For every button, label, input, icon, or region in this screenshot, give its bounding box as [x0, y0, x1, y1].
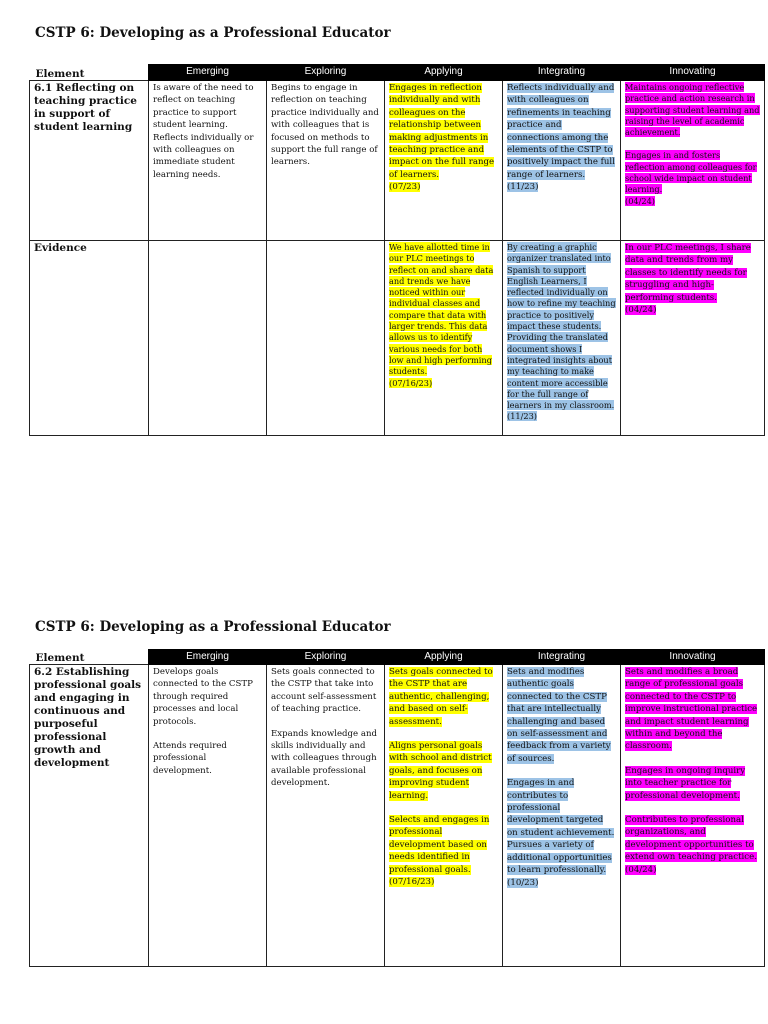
level-emerging-header: Emerging	[149, 65, 267, 81]
integrating-descriptor	[503, 81, 621, 241]
descriptor-text: Develops goals connected to the CSTP through required processes and local protocols.	[153, 667, 253, 727]
applying-descriptor	[385, 665, 503, 967]
level-applying-header: Applying	[385, 65, 503, 81]
exploring-descriptor	[267, 81, 385, 241]
evidence-label: Evidence	[30, 241, 149, 436]
table-row	[30, 81, 765, 241]
descriptor-text: Engages in and fosters reflection among colleagues for school wide impact on student learning. (04/24)	[625, 150, 757, 206]
integrating-evidence	[503, 241, 621, 436]
innovating-descriptor	[621, 665, 765, 967]
section1-title: CSTP 6: Developing as a Professional Educator	[35, 25, 391, 41]
emerging-descriptor	[149, 665, 267, 967]
level-innovating-header: Innovating	[621, 650, 765, 665]
descriptor-text: Aligns personal goals with school and district goals, and focuses on improving student learning.	[389, 741, 492, 801]
level-applying-header: Applying	[385, 650, 503, 665]
level-integrating-header: Integrating	[503, 650, 621, 665]
descriptor-text: Expands knowledge and skills individually and with colleagues through available professional development.	[271, 728, 378, 789]
emerging-descriptor	[149, 81, 267, 241]
level-integrating-header: Integrating	[503, 65, 621, 81]
level-exploring-header: Exploring	[267, 65, 385, 81]
exploring-evidence	[267, 241, 385, 436]
level-emerging-header: Emerging	[149, 650, 267, 665]
level-innovating-header: Innovating	[621, 65, 765, 81]
table-row	[30, 665, 765, 967]
level-exploring-header: Exploring	[267, 650, 385, 665]
descriptor-text: Begins to engage in reflection on teaching practice individually and with colleagues that is focused on methods to support the full range of learners.	[271, 83, 379, 168]
descriptor-text: Sets goals connected to the CSTP that are authentic, challenging, and based on self-assessment.	[389, 667, 493, 727]
applying-descriptor	[385, 81, 503, 241]
innovating-evidence	[621, 241, 765, 436]
descriptor-text: Reflects individually and with colleagues on refinements in teaching practice and connections among the elements of the CSTP to positively impact the full range of learners. (11/23)	[507, 83, 615, 193]
evidence-text: We have allotted time in our PLC meetings to reflect on and share data and trends we have noticed within our individual classes and compare that data with larger trends. This data allows us to identify various needs for both low and high performing students. (07/16/23)	[389, 242, 494, 388]
descriptor-text: Engages in reflection individually and with colleagues on the relationship between making adjustments in teaching practice and impact on the full range of learners. (07/23)	[389, 83, 495, 193]
section1-header-row	[30, 65, 765, 81]
descriptor-text: Engages in ongoing inquiry into teacher practice for professional development.	[625, 765, 746, 801]
descriptor-text: Sets and modifies authentic goals connected to the CSTP that are intellectually challenging and based on self-assessment and feedback from a variety of sources.	[507, 667, 611, 764]
section2-rubric-table	[29, 649, 765, 967]
descriptor-text: Sets goals connected to the CSTP that take into account self-assessment of teaching practice.	[271, 667, 377, 715]
evidence-text: In our PLC meetings, I share data and trends from my classes to identify needs for struggling and high-performing students. (04/24)	[625, 243, 751, 316]
descriptor-text: Maintains ongoing reflective practice and action research in supporting student learning and raising the level of academic achievement.	[625, 82, 760, 138]
table-row	[30, 241, 765, 436]
element-name: 6.1 Reflecting on teaching practice in support of student learning	[30, 81, 149, 241]
element-header: Element	[30, 650, 149, 665]
descriptor-text: Is aware of the need to reflect on teaching practice to support student learning. Reflects individually or with colleagues on immediate student learning needs.	[153, 83, 254, 180]
descriptor-text: Contributes to professional organizations, and development opportunities to extend own teaching practice. (04/24)	[625, 815, 757, 875]
evidence-text: By creating a graphic organizer translated into Spanish to support English Learners, I reflected individually on how to refine my teaching practice to positively impact these students. Providing the translated document shows I integrated insights about my teaching to make content more accessible for the full range of learners in my classroom. (11/23)	[507, 242, 616, 422]
exploring-descriptor	[267, 665, 385, 967]
descriptor-text: Selects and engages in professional development based on needs identified in professional goals. (07/16/23)	[389, 815, 490, 888]
descriptor-text: Sets and modifies a broad range of professional goals connected to the CSTP to improve instructional practice and impact student learning within and beyond the classroom.	[625, 667, 758, 752]
element-name: 6.2 Establishing professional goals and engaging in continuous and purposeful professional growth and development	[30, 665, 149, 967]
section1-rubric-table	[29, 64, 765, 436]
integrating-descriptor	[503, 665, 621, 967]
innovating-descriptor	[621, 81, 765, 241]
element-header: Element	[30, 65, 149, 81]
descriptor-text: Attends required professional development.	[153, 741, 227, 776]
section2-header-row	[30, 650, 765, 665]
emerging-evidence	[149, 241, 267, 436]
section2-title: CSTP 6: Developing as a Professional Educator	[35, 619, 391, 635]
descriptor-text: Engages in and contributes to professional development targeted on student achievement. Pursues a variety of additional opportunities to learn professionally. (10/23)	[507, 778, 615, 888]
applying-evidence	[385, 241, 503, 436]
